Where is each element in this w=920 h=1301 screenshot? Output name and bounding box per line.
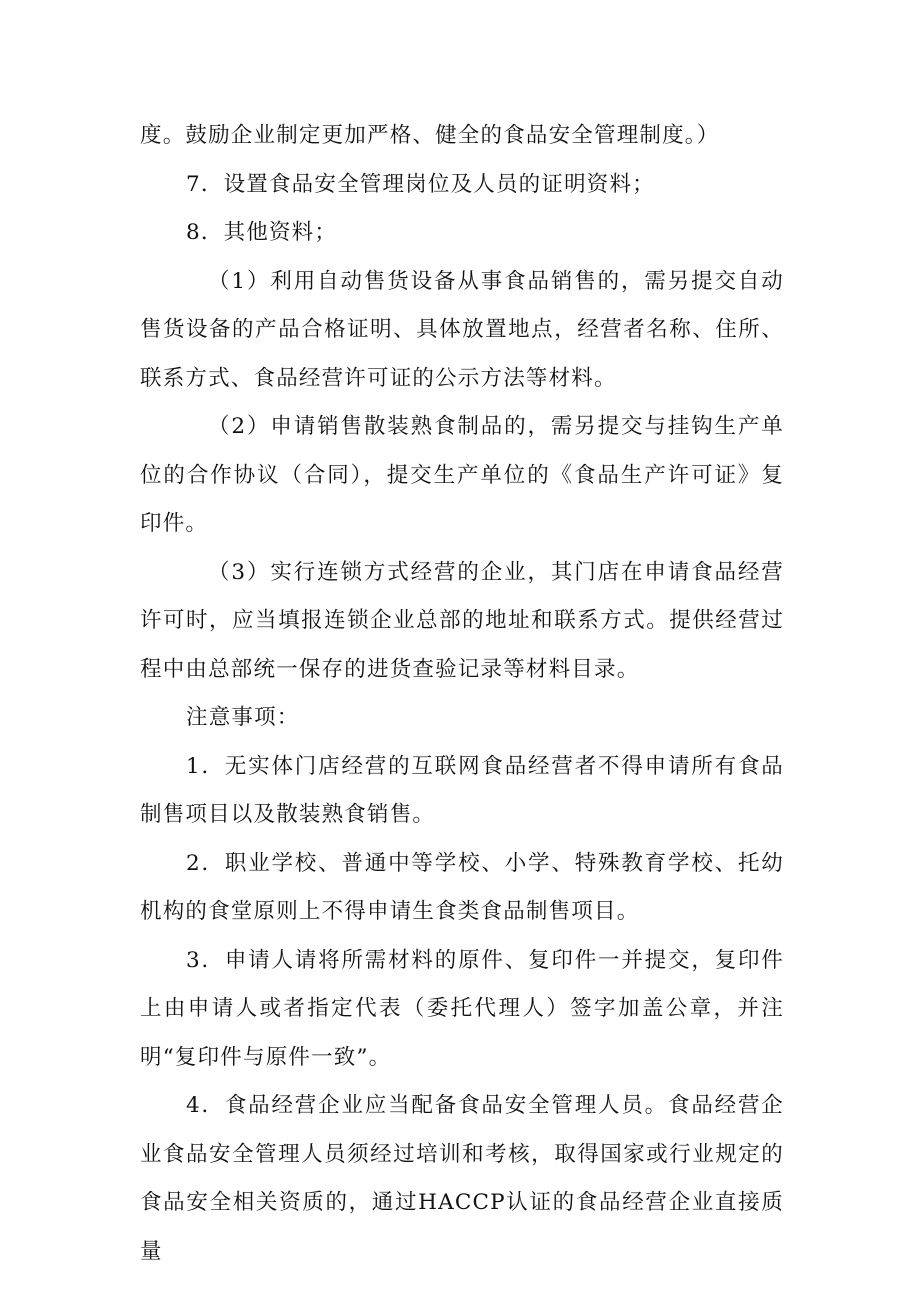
paragraph-item-7: 7．设置食品安全管理岗位及人员的证明资料；	[186, 171, 655, 197]
paragraph-subitem-1: （1）利用自动售货设备从事食品销售的，需另提交自动售货设备的产品合格证明、具体放置地点，经营者名称、住所、联系方式、食品经营许可证的公示方法等材料。	[140, 268, 784, 391]
paragraph-subitem-2: （2）申请销售散装熟食制品的，需另提交与挂钩生产单位的合作协议（合同），提交生产单位的《食品生产许可证》复印件。	[140, 414, 784, 536]
paragraph-item-8: 8．其他资料；	[186, 220, 338, 245]
paragraph-continuation: 度。鼓励企业制定更加严格、健全的食品安全管理制度。）	[140, 123, 720, 148]
note-item-1: 1．无实体门店经营的互联网食品经营者不得申请所有食品制售项目以及散装熟食销售。	[140, 753, 784, 827]
document-body	[140, 112, 784, 1276]
notes-heading: 注意事项：	[186, 705, 300, 730]
note-item-4: 4．食品经营企业应当配备食品安全管理人员。食品经营企业食品安全管理人员须经过培训和考核，取得国家或行业规定的食品安全相关资质的，通过HACCP认证的食品经营企业直接质量	[140, 1093, 784, 1264]
note-item-2: 2．职业学校、普通中等学校、小学、特殊教育学校、托幼机构的食堂原则上不得申请生食类食品制售项目。	[140, 850, 784, 924]
note-item-3: 3．申请人请将所需材料的原件、复印件一并提交，复印件上由申请人或者指定代表（委托代理人）签字加盖公章，并注明“复印件与原件一致”。	[140, 947, 784, 1070]
paragraph-subitem-3: （3）实行连锁方式经营的企业，其门店在申请食品经营许可时，应当填报连锁企业总部的地址和联系方式。提供经营过程中由总部统一保存的进货查验记录等材料目录。	[140, 559, 784, 682]
